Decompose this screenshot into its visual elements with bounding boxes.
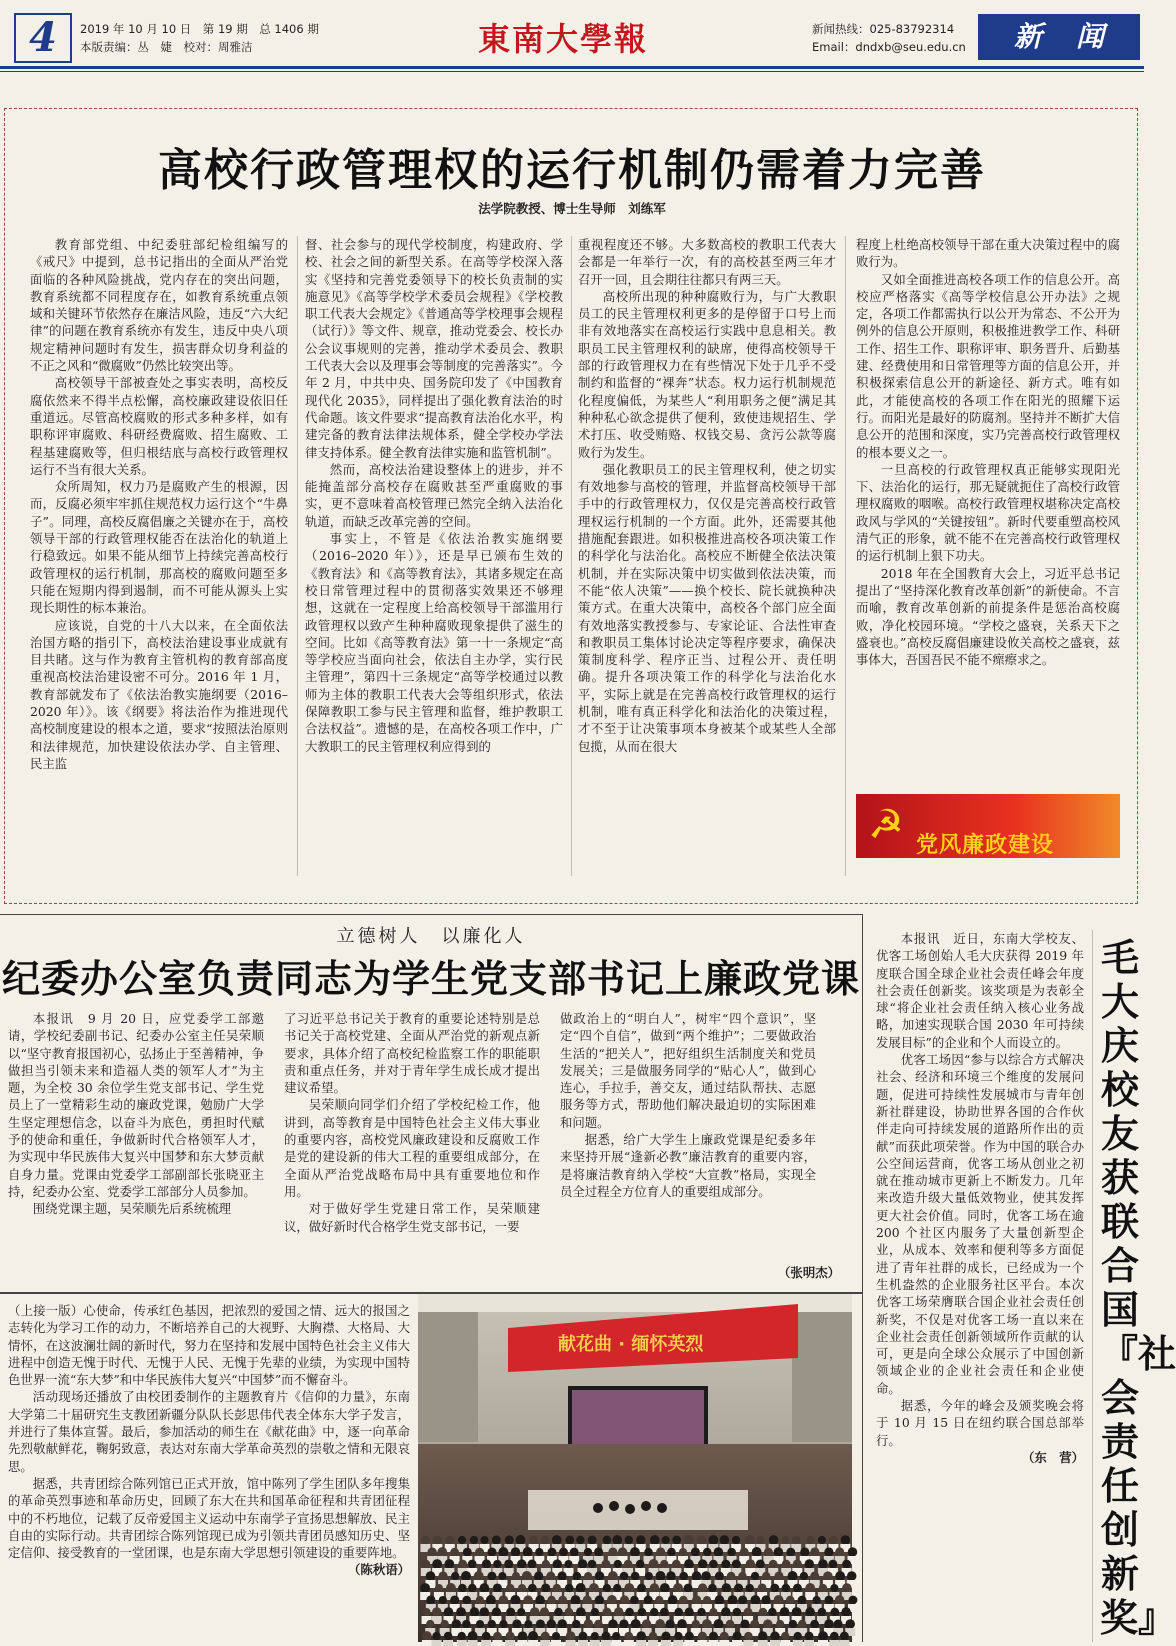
newspaper-logo: 東南大學報 [478,20,649,58]
paragraph: 然而，高校法治建设整体上的进步，并不能掩盖部分高校存在腐败甚至严重腐败的事实，更不意味着高校管理已然完全纳入法治化轨道，而缺乏改革完善的空间。 [305,461,563,529]
article-column [8,1010,264,1238]
event-photo [418,1294,852,1642]
editor-line: 本版责编：丛 婕 校对：周雅洁 [80,40,253,54]
paragraph: 重视程度还不够。大多数高校的教职工代表大会都是一年举行一次，有的高校甚至两三年才召开一回，且会期往往都只有两三天。 [578,237,836,287]
column-divider [297,236,298,876]
paragraph: 应该说，自党的十八大以来，在全面依法治国方略的指引下，高校法治建设事业成就有目共睹。这与作为教育主管机构的教育部高度重视高校法治建设密不可分。2016 年 1 月，教育部就发布了《依法治教实施纲要（2016–2020 年）》。该《纲要》将法治作为推进现代高校制度建设的根本之道，要求“按照法治原则和法律规范，加快建设依法办学、自主管理、民主监 [30,617,288,771]
paragraph: 众所周知，权力乃是腐败产生的根源，因而，反腐必须牢牢抓住规范权力运行这个“牛鼻子”。同理，高校反腐倡廉之关键亦在于，高校领导干部的行政管理权能否在法治化的轨道上行稳致远。如果不能从细节上持续完善高校行政管理权的运行机制，那高校的腐败问题至多只能在短期内得到遏制，而不可能从源头上实现长期性的标本兼治。 [30,479,288,616]
author-credit: （东 营） [1022,1449,1084,1465]
contact-email: Email：dndxb@seu.edu.cn [812,40,966,54]
paragraph: 对于做好学生党建日常工作，吴荣顺建议，做好新时代合格学生党支部书记，一要 [284,1201,540,1234]
section-divider [0,914,862,915]
paragraph: 据悉，共青团综合陈列馆已正式开放，馆中陈列了学生团队多年搜集的革命英烈事迹和革命历史，回顾了东大在共和国革命征程和共青团征程中的不朽地位，记载了反帝爱国主义运动中东南学子宣扬思想解放、民主自由的实际行动。共青团综合陈列馆现已成为引领共青团员感知历史、坚定信仰、接受教育的一堂团课，也是东南大学思想引领建设的重要阵地。 [8,1475,410,1561]
column-divider [571,236,572,876]
headline-vertical: 毛大庆校友获联合国『社会责任创新奖』 [1100,936,1176,1640]
paragraph: 高校所出现的种种腐败行为，与广大教职员工的民主管理权利更多的是停留于口号上而非有效地落实在高校运行实践中息息相关。教职员工民主管理权利的缺席，使得高校领导干部的行政管理权力在有些情况下处于几乎不受制约和监督的“裸奔”状态。权力运行机制规范化程度偏低，为某些人“利用职务之便”满足其种种私心欲念提供了便利，致使违规招生、学术打压、收受贿赂、权钱交易、贪污公款等腐败行为发生。 [578,288,836,460]
article-body [876,930,1084,1642]
section-divider-vertical [862,914,863,1642]
paragraph: 做政治上的“明白人”，树牢“四个意识”，坚定“四个自信”，做到“两个维护”；二要做政治生活的“把关人”，把好组织生活制度关和党员发展关；三是做服务同学的“贴心人”，做到心连心，手拉手，善交友，通过结队帮扶、志愿服务等方式，帮助他们解决最迫切的实际困难和问题。 [560,1011,816,1130]
paragraph: 2018 年在全国教育大会上，习近平总书记提出了“坚持深化教育改革创新”的新使命。不言而喻，教育改革创新的前提条件是惩治高校腐败，净化校园环境。“学校之盛衰，关系天下之盛衰也。”高校反腐倡廉建设攸关高校之盛衰，兹事体大，吾国吾民不能不瘝瘵求之。 [856,565,1120,668]
issue-info [80,20,319,56]
column-divider [1092,930,1093,1642]
article-column [856,236,1120,784]
page-number: 4 [14,13,72,63]
news-hotline: 新闻热线：025-83792314 [812,22,955,36]
paragraph: （上接一版）心使命，传承红色基因，把浓烈的爱国之情、远大的报国之志转化为学习工作的动力，不断培养自己的大视野、大胸襟、大格局、大情怀，在这波澜壮阔的新时代，努力在坚持和发展中国特色社会主义伟大进程中创造无愧于时代、无愧于人民、无愧于先辈的业绩，为实现中国特色世界一流“东大梦”和中华民族伟大复兴“中国梦”而不懈奋斗。 [8,1303,410,1388]
masthead-rule-thin [0,71,1144,72]
article-body [8,1302,410,1636]
paragraph: 事实上，不管是《依法治教实施纲要（2016–2020 年）》，还是早已颁布生效的《教育法》和《高等教育法》，其诸多规定在高校日常管理过程中的贯彻落实效果还不够理想，这就在一定程度上给高校领导干部滥用行政管理权以致产生种种腐败现象提供了滋生的空间。比如《高等教育法》第一十一条规定“高等学校应当面向社会，依法自主办学，实行民主管理”，第四十三条规定“高等学校通过以教师为主体的教职工代表大会等组织形式，依法保障教职工参与民主管理和监督，维护教职工合法权益”。遗憾的是，在高校各项工作中，广大教职工的民主管理权利应得到的 [305,531,563,754]
paragraph: 据悉，给广大学生上廉政党课是纪委多年来坚持开展“逢新必教”廉洁教育的重要内容，是将廉洁教育纳入学校“大宣教”格局，实现全员全过程全方位育人的重要组成部分。 [560,1132,816,1199]
paragraph: 强化教职员工的民主管理权利，使之切实有效地参与高校的管理，并监督高校领导干部手中的行政管理权力，仅仅是完善高校行政管理权运行机制的一个方面。此外，还需要其他措施配套跟进。如积极推进高校各项决策工作的科学化与法治化。高校应不断健全依法决策机制，并在实际决策中切实做到依法决策，而不能“依人决策”——换个校长、院长就换种决策方式。在重大决策中，高校各个部门应全面有效地落实教授参与、专家论证、合法性审查和教职员工集体讨论决定等程序要求，确保决策制度科学、程序正当、过程公开、责任明确。提升各项决策工作的科学化与法治化水平，实际上就是在完善高校行政管理权的运行机制，唯有真正科学化和法治化的决策过程，才不至于让决策事项本身被某个或某些人全部包揽，从而在很大 [578,461,836,754]
paragraph: 又如全面推进高校各项工作的信息公开。高校应严格落实《高等学校信息公开办法》之规定，各项工作都需执行以公开为常态、不公开为例外的信息公开原则，积极推进教学工作、科研工作、招生工作、职称评审、职务晋升、后勤基建、经费使用和日常管理等方面的信息公开，并积极探索信息公开的新途径、新方式。唯有如此，才能使高校的各项工作在阳光的照耀下运行。而阳光是最好的防腐剂。坚持并不断扩大信息公开的范围和深度，实乃完善高校行政管理权的根本要义之一。 [856,271,1120,460]
paragraph: 程度上杜绝高校领导干部在重大决策过程中的腐败行为。 [856,237,1120,270]
article-column [578,236,836,876]
paragraph: 本报讯 9 月 20 日，应党委学工部邀请，学校纪委副书记、纪委办公室主任吴荣顺以“坚守教育报国初心，弘扬止于至善精神，争做担当引领未来和造福人类的领军人才”为主题，为全校 30 余位学生党支部书记、学生党员上了一堂精彩生动的廉政党课，勉励广大学生坚定理想信念，以奋斗为底色，勇担时代赋予的使命和重任，争做新时代合格领军人才，为实现中华民族伟大复兴中国梦和东大梦贡献自身力量。党课由党委学工部副部长张晓亚主持，纪委办公室、党委学工部部分人员参加。 [8,1011,264,1199]
party-emblem-icon: ☭ [868,802,904,848]
photo-banner-text: 献花曲 · 缅怀英烈 [558,1334,704,1355]
paragraph: 高校领导干部被查处之事实表明，高校反腐依然来不得半点松懈，高校廉政建设依旧任重道远。尽管高校腐败的形式多种多样，如有职称评审腐败、科研经费腐败、招生腐败、工程基建腐败等，但归根结底与高校行政管理权运行不当有很大关系。 [30,375,288,477]
paragraph: 本报讯 近日，东南大学校友、优客工场创始人毛大庆获得 2019 年度联合国全球企业社会责任峰会年度社会责任创新奖。该奖项是为表彰全球“将企业社会责任纳入核心业务战略，加速实现联合国 2030 年可持续发展目标”的企业和个人而设立的。 [876,931,1084,1050]
paragraph: 督、社会参与的现代学校制度，构建政府、学校、社会之间的新型关系。在高等学校深入落实《坚持和完善党委领导下的校长负责制的实施意见》《高等学校学术委员会规程》《学校教职工代表大会规定》《普通高等学校理事会规程（试行）》等文件、规章，推动党委会、校长办公会议事规则的完善，推动学术委员会、教职工代表大会以及理事会等制度的完善落实”。今年 2 月，中共中央、国务院印发了《中国教育现代化 2035》，同样提出了强化教育法治的时代命题。该文件要求“提高教育法治化水平，构建完备的教育法律法规体系，健全学校办学法律支持体系。健全教育法律实施和监管机制”。 [305,237,563,460]
paragraph: 优客工场因“参与以综合方式解决社会、经济和环境三个维度的发展问题，促进可持续性发展城市与青年创新社群建设，协助世界各国的合作伙伴走向可持续发展的道路所作出的贡献”而获此项荣誉。作为中国的联合办公空间运营商，优客工场从创业之初就在推动城市更新上不断发力。几年来改造升级大量低效物业，使其发挥更大社会价值。同时，优客工场在逾 200 个社区内服务了大量创新型企业，从成本、效率和便利等多方面促进了青年社群的成长，已经成为一个生机盎然的企业服务社区平台。本次优客工场荣膺联合国企业社会责任创新奖，不仅是对优客工场一直以来在企业社会责任创新领域所作贡献的认可，更是向全球公众展示了中国创新领域企业的企业社会责任和企业使命。 [876,1052,1084,1396]
column-divider [845,236,846,876]
paragraph: 一旦高校的行政管理权真正能够实现阳光下、法治化的运行，那无疑就扼住了高校行政管理权腐败的咽喉。高校行政管理权堪称决定高校政风与学风的“关键按钮”。新时代要重塑高校风清气正的形象，就不能不在完善高校行政管理权的运行机制上狠下功夫。 [856,461,1120,564]
paragraph: 吴荣顺向同学们介绍了学校纪检工作，他讲到，高等教育是中国特色社会主义伟大事业的重要内容，高校党风廉政建设和反腐败工作是党的建设新的伟大工程的重要组成部分，在全面从严治党战略布局中具有重要地位和作用。 [284,1097,540,1199]
paragraph: 教育部党组、中纪委驻部纪检组编写的《戒尺》中提到，总书记指出的全面从严治党面临的各种风险挑战，党内存在的突出问题，教育系统都不同程度存在，如教育系统重点领域和关键环节依然存在廉洁风险，违反“六大纪律”的问题在教育系统亦有发生，违反中央八项规定精神问题时有发生，损害群众切身利益的不正之风和“微腐败”仍然比较突出等。 [30,237,288,374]
article-column [305,236,563,876]
article-column [284,1010,540,1238]
paragraph: 围绕党课主题，吴荣顺先后系统梳理 [32,1201,232,1217]
article-column [30,236,288,876]
kicker: 立德树人 以廉化人 [336,926,526,947]
banner-label: 党风廉政建设 [916,833,1055,858]
author-credit: （张明杰） [778,1265,840,1280]
masthead-rule [0,66,1144,69]
paragraph: 活动现场还播放了由校团委制作的主题教育片《信仰的力量》，东南大学第二十届研究生支教团新疆分队队长彭思伟代表全体东大学子发言，并进行了集体宣誓。最后，参加活动的师生在《献花曲》中，逐一向革命先烈敬献鲜花，鞠躬致意，表达对东南大学革命英烈的崇敬之情和无限哀思。 [8,1389,410,1474]
paragraph: 了习近平总书记关于教育的重要论述特别是总书记关于高校党建、全面从严治党的新观点新要求，具体介绍了高校纪检监察工作的职能职责和重点任务，并对于青年学生成长成才提出建议希望。 [284,1011,540,1096]
headline: 高校行政管理权的运行机制仍需着力完善 [158,145,986,196]
headline: 纪委办公室负责同志为学生党支部书记上廉政党课 [1,956,860,1001]
author-credit: （陈秋语） [348,1562,410,1578]
issue-date-line: 2019 年 10 月 10 日 第 19 期 总 1406 期 [80,22,319,36]
byline: 法学院教授、博士生导师 刘练军 [478,201,666,216]
section-label: 新闻 [978,14,1140,60]
contact-info [812,20,966,56]
paragraph: 据悉，今年的峰会及颁奖晚会将于 10 月 15 日在纽约联合国总部举行。 [876,1398,1084,1448]
article-column [560,1010,816,1210]
photo-illustration [418,1294,852,1642]
